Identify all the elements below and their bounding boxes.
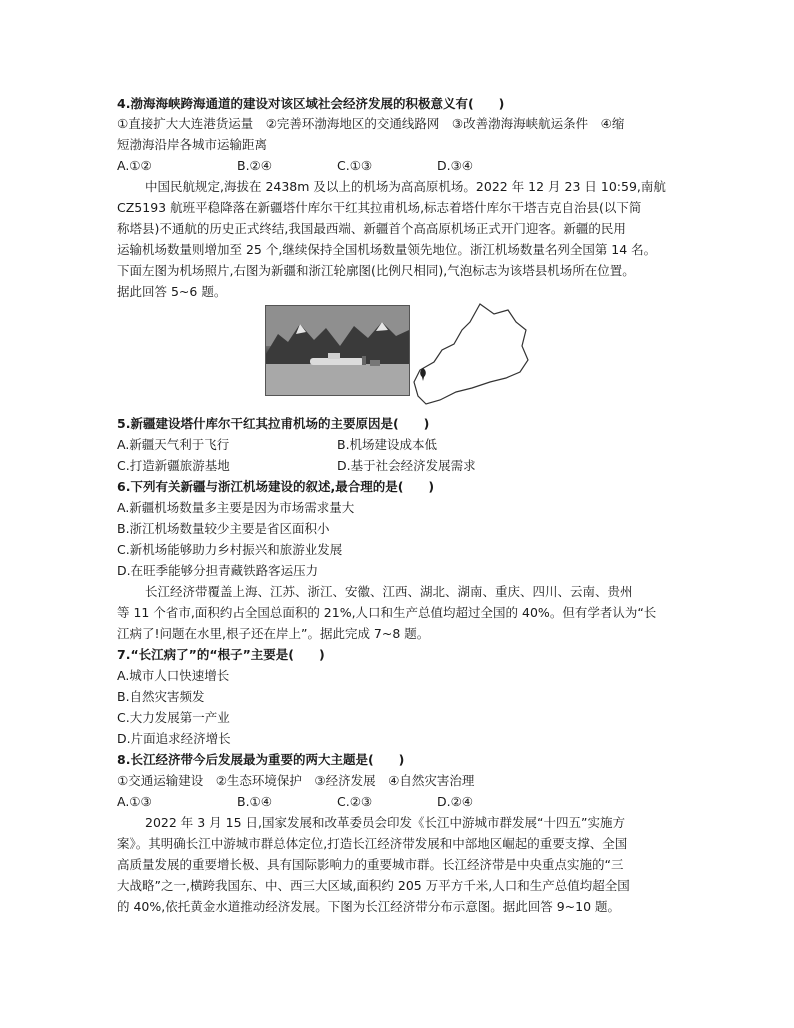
passage3-line: 大战略”之一,横跨我国东、中、西三大区域,面积约 205 万平方千米,人口和生产总值均超全国 (117, 878, 630, 893)
q5-option-c: C.打造新疆旅游基地 (117, 458, 230, 473)
q7-option-a: A.城市人口快速增长 (117, 668, 230, 683)
q6-stem: 6.下列有关新疆与浙江机场建设的叙述,最合理的是( ) (117, 479, 435, 494)
passage1-line: 下面左图为机场照片,右图为新疆和浙江轮廓图(比例尺相同),气泡标志为该塔县机场所在位置。 (117, 263, 635, 278)
passage2-line: 长江经济带覆盖上海、江苏、浙江、安徽、江西、湖北、湖南、重庆、四川、云南、贵州 (145, 584, 633, 599)
xinjiang-zhejiang-outline-map (410, 300, 530, 410)
q7-stem: 7.“长江病了”的“根子”主要是( ) (117, 647, 325, 662)
q7-option-d: D.片面追求经济增长 (117, 731, 231, 746)
passage2-line: 江病了!问题在水里,根子还在岸上”。据此完成 7~8 题。 (117, 626, 430, 641)
q8-stem: 8.长江经济带今后发展最为重要的两大主题是( ) (117, 752, 405, 767)
passage2-line: 等 11 个省市,面积约占全国总面积的 21%,人口和生产总值均超过全国的 40%。但有学者认为“长 (117, 605, 657, 620)
q6-option-b: B.浙江机场数量较少主要是省区面积小 (117, 521, 330, 536)
passage1-line: 运输机场数量则增加至 25 个,继续保持全国机场数量领先地位。浙江机场数量名列全国第 14 名。 (117, 242, 657, 257)
q6-option-c: C.新机场能够助力乡村振兴和旅游业发展 (117, 542, 343, 557)
outline-map-art (410, 300, 530, 410)
passage1-line: CZ5193 航班平稳降落在新疆塔什库尔干红其拉甫机场,标志着塔什库尔干塔吉克自治县(以下简 (117, 200, 642, 215)
q5-option-b: B.机场建设成本低 (337, 437, 438, 452)
q4-items-line1: ①直接扩大大连港货运量 ②完善环渤海地区的交通线路网 ③改善渤海海峡航运条件 ④缩 (117, 116, 625, 131)
airport-photo (265, 305, 410, 396)
passage3-line: 2022 年 3 月 15 日,国家发展和改革委员会印发《长江中游城市群发展“十四五”实施方 (145, 815, 625, 830)
airport-photo-art (266, 306, 409, 395)
passage1-line: 称塔县)不通航的历史正式终结,我国最西端、新疆首个高高原机场正式开门迎客。新疆的民用 (117, 221, 626, 236)
q6-option-d: D.在旺季能够分担青藏铁路客运压力 (117, 563, 319, 578)
q7-option-b: B.自然灾害频发 (117, 689, 205, 704)
passage1-line: 据此回答 5~6 题。 (117, 284, 227, 299)
passage1-line: 中国民航规定,海拔在 2438m 及以上的机场为高高原机场。2022 年 12 月 23 日 10:59,南航 (145, 179, 666, 194)
q5-option-d: D.基于社会经济发展需求 (337, 458, 476, 473)
q8-option-a: A.①③ (117, 794, 152, 809)
passage3-line: 案》。其明确长江中游城市群总体定位,打造长江经济带发展和中部地区崛起的重要支撑、全国 (117, 836, 628, 851)
q4-option-b: B.②④ (237, 158, 272, 173)
q8-items: ①交通运输建设 ②生态环境保护 ③经济发展 ④自然灾害治理 (117, 773, 475, 788)
q4-stem: 4.渤海海峡跨海通道的建设对该区域社会经济发展的积极意义有( ) (117, 96, 505, 111)
q6-option-a: A.新疆机场数量多主要是因为市场需求量大 (117, 500, 355, 515)
passage3-line: 的 40%,依托黄金水道推动经济发展。下图为长江经济带分布示意图。据此回答 9~10 题。 (117, 899, 621, 914)
q8-option-c: C.②③ (337, 794, 373, 809)
q8-option-b: B.①④ (237, 794, 272, 809)
q4-option-c: C.①③ (337, 158, 373, 173)
q4-option-a: A.①② (117, 158, 152, 173)
passage3-line: 高质量发展的重要增长极、具有国际影响力的重要城市群。长江经济带是中央重点实施的“三 (117, 857, 624, 872)
q7-option-c: C.大力发展第一产业 (117, 710, 230, 725)
q4-items-line2: 短渤海沿岸各城市运输距离 (117, 137, 268, 152)
q8-option-d: D.②④ (437, 794, 474, 809)
q5-stem: 5.新疆建设塔什库尔干红其拉甫机场的主要原因是( ) (117, 416, 430, 431)
q4-option-d: D.③④ (437, 158, 474, 173)
q5-option-a: A.新疆天气利于飞行 (117, 437, 230, 452)
